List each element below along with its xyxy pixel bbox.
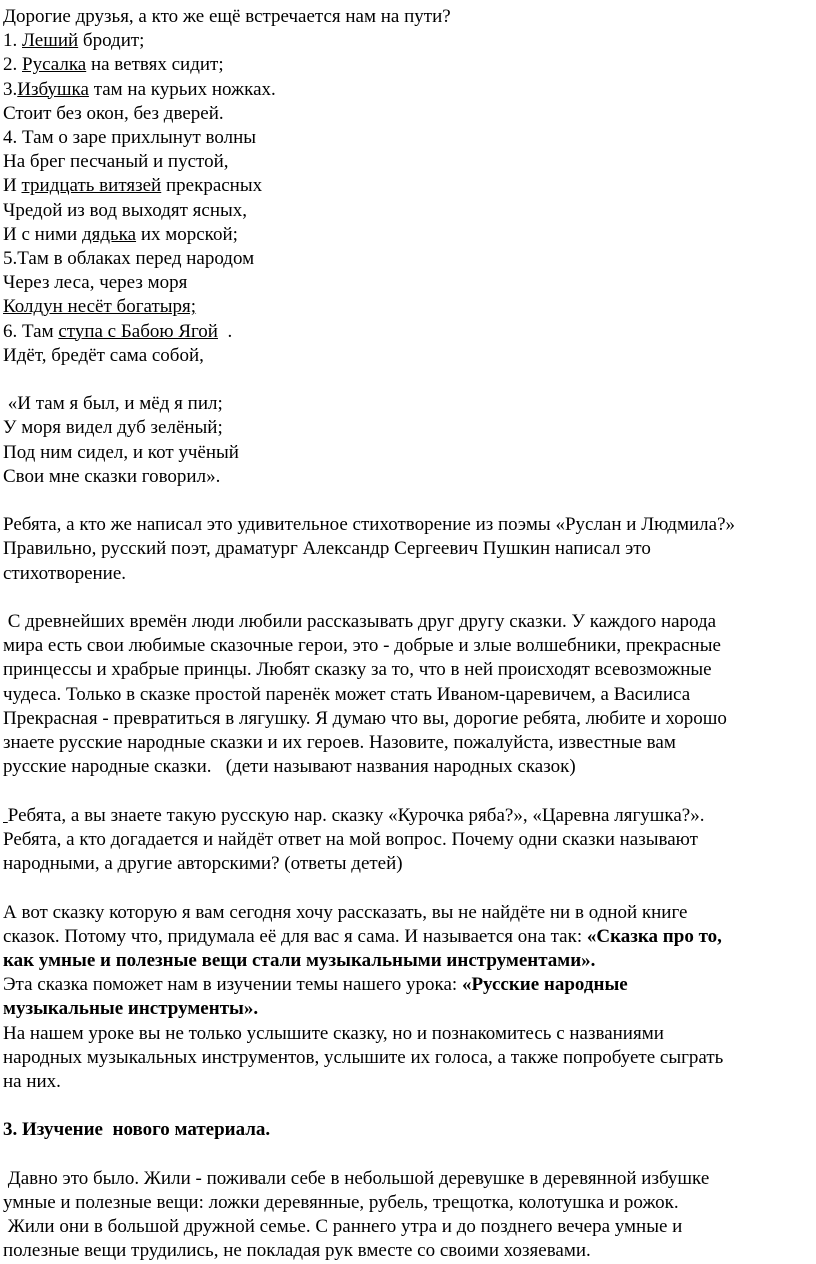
text-run: Избушка	[17, 78, 89, 100]
text-run: народными, а другие авторскими? (ответы детей)	[3, 853, 403, 875]
text-line	[3, 1167, 812, 1191]
text-run: Через леса, через моря	[3, 272, 188, 294]
text-line	[3, 295, 812, 319]
text-line	[3, 828, 812, 852]
text-line	[3, 1191, 812, 1215]
text-run: на ветвях сидит;	[86, 54, 224, 76]
text-line	[3, 1118, 812, 1142]
text-line	[3, 755, 812, 779]
text-run: «И там я был, и мёд я пил;	[3, 393, 223, 415]
text-run: Эта сказка поможет нам в изучении темы нашего урока:	[3, 974, 462, 996]
text-line	[3, 126, 812, 150]
text-line	[3, 441, 812, 465]
text-run: «Сказка про то,	[586, 925, 722, 947]
text-run: Леший	[22, 30, 79, 52]
text-run: как умные и полезные вещи стали музыкальными инструментами».	[3, 949, 596, 971]
text-run: Свои мне сказки говорил».	[3, 465, 221, 487]
text-line	[3, 1046, 812, 1070]
text-line	[3, 804, 812, 828]
text-run: стихотворение.	[3, 562, 127, 584]
text-run: Русалка	[22, 54, 87, 76]
text-run: народных музыкальных инструментов, услышите их голоса, а также попробуете сыграть	[3, 1046, 724, 1068]
text-line	[3, 997, 812, 1021]
text-run: Прекрасная - превратиться в лягушку. Я думаю что вы, дорогие ребята, любите и хорошо	[3, 707, 727, 729]
text-run: И	[3, 175, 22, 197]
text-run: Идёт, бредёт сама собой,	[3, 344, 204, 366]
blank-line	[3, 368, 812, 392]
text-run: Чредой из вод выходят ясных,	[3, 199, 248, 221]
text-line	[3, 634, 812, 658]
text-run: Ребята, а кто догадается и найдёт ответ на мой вопрос. Почему одни сказки называют	[3, 828, 698, 850]
text-line	[3, 513, 812, 537]
text-run: У моря видел дуб зелёный;	[3, 417, 223, 439]
text-run: Правильно, русский поэт, драматург Александр Сергеевич Пушкин написал это	[3, 538, 651, 560]
blank-line	[3, 489, 812, 513]
text-run: 2.	[3, 54, 22, 76]
text-run: Под ним сидел, и кот учёный	[3, 441, 239, 463]
text-run: Колдун несёт богатыря;	[3, 296, 197, 318]
text-run: 1.	[3, 30, 22, 52]
text-run: мира есть свои любимые сказочные герои, это - добрые и злые волшебники, прекрасные	[3, 635, 721, 657]
text-run: Давно это было. Жили - поживали себе в небольшой деревушке в деревянной избушке	[3, 1167, 710, 1189]
text-run: 3. Изучение нового материала.	[3, 1119, 271, 1141]
text-line	[3, 150, 812, 174]
text-run: русские народные сказки. (дети называют названия народных сказок)	[3, 756, 576, 778]
text-run: принцессы и храбрые принцы. Любят сказку за то, что в ней происходят всевозможные	[3, 659, 712, 681]
text-line	[3, 29, 812, 53]
text-run: А вот сказку которую я вам сегодня хочу рассказать, вы не найдёте ни в одной книге	[3, 901, 688, 923]
text-run: ступа с Бабою Ягой	[58, 320, 218, 342]
text-line	[3, 1239, 812, 1263]
text-run: 6. Там	[3, 320, 59, 342]
blank-line	[3, 876, 812, 900]
text-line	[3, 320, 812, 344]
text-line	[3, 102, 812, 126]
blank-line	[3, 586, 812, 610]
text-run: С древнейших времён люди любили рассказывать друг другу сказки. У каждого народа	[3, 611, 717, 633]
text-run: Жили они в большой дружной семье. С раннего утра и до позднего вечера умные и	[3, 1216, 683, 1238]
text-line	[3, 5, 812, 29]
text-run: знаете русские народные сказки и их героев. Назовите, пожалуйста, известные вам	[3, 732, 676, 754]
text-line	[3, 731, 812, 755]
text-run: музыкальные инструменты».	[3, 998, 259, 1020]
text-line	[3, 537, 812, 561]
text-line	[3, 973, 812, 997]
text-line	[3, 465, 812, 489]
text-line	[3, 1215, 812, 1239]
document-body	[3, 5, 812, 1264]
text-line	[3, 658, 812, 682]
text-run: На брег песчаный и пустой,	[3, 151, 229, 173]
text-line	[3, 174, 812, 198]
text-line	[3, 707, 812, 731]
text-line	[3, 53, 812, 77]
text-run: На нашем уроке вы не только услышите сказку, но и познакомитесь с названиями	[3, 1022, 664, 1044]
text-run: тридцать витязей	[21, 175, 162, 197]
text-run: 4. Там о заре прихлынут волны	[3, 127, 257, 149]
text-run: там на курьих ножках.	[88, 78, 276, 100]
text-run: прекрасных	[161, 175, 263, 197]
text-line	[3, 223, 812, 247]
text-run: .	[217, 320, 233, 342]
text-run: сказок. Потому что, придумала её для вас я сама. И называется она так:	[3, 925, 587, 947]
text-line	[3, 344, 812, 368]
text-run: «Русские народные	[461, 974, 628, 996]
text-line	[3, 271, 812, 295]
text-line	[3, 610, 812, 634]
blank-line	[3, 1094, 812, 1118]
blank-line	[3, 780, 812, 804]
text-line	[3, 199, 812, 223]
text-line	[3, 949, 812, 973]
text-line	[3, 1022, 812, 1046]
text-run: И с ними	[3, 223, 82, 245]
text-run: Ребята, а кто же написал это удивительное стихотворение из поэмы «Руслан и Людмила?»	[3, 514, 736, 536]
text-run: 3.	[3, 78, 18, 100]
text-run: на них.	[3, 1070, 61, 1092]
text-line	[3, 562, 812, 586]
text-run: Стоит без окон, без дверей.	[3, 102, 224, 124]
blank-line	[3, 1143, 812, 1167]
text-line	[3, 683, 812, 707]
text-line	[3, 78, 812, 102]
text-line	[3, 1070, 812, 1094]
text-run: бродит;	[78, 30, 145, 52]
text-line	[3, 392, 812, 416]
text-line	[3, 925, 812, 949]
text-run: умные и полезные вещи: ложки деревянные, рубель, трещотка, колотушка и рожок.	[3, 1191, 679, 1213]
text-line	[3, 247, 812, 271]
text-run: их морской;	[136, 223, 238, 245]
text-run: полезные вещи трудились, не покладая рук вместе со своими хозяевами.	[3, 1240, 591, 1262]
text-run: Дорогие друзья, а кто же ещё встречается нам на пути?	[3, 6, 451, 27]
text-line	[3, 901, 812, 925]
text-run: чудеса. Только в сказке простой паренёк может стать Иваном-царевичем, а Василиса	[3, 683, 691, 705]
text-line	[3, 416, 812, 440]
text-run: 5.Там в облаках перед народом	[3, 248, 255, 270]
text-line	[3, 852, 812, 876]
text-run: Ребята, а вы знаете такую русскую нар. сказку «Курочка ряба?», «Царевна лягушка?».	[7, 804, 705, 826]
text-run: дядька	[81, 223, 137, 245]
